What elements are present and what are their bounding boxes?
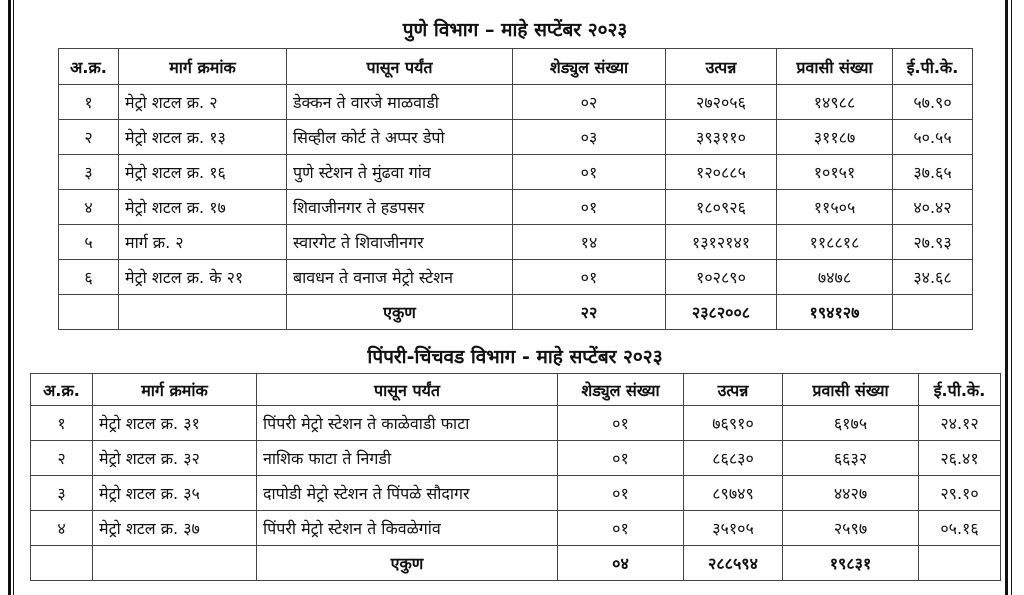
cell-from-to: सिव्हील कोर्ट ते अप्पर डेपो — [287, 120, 513, 155]
cell-income: १२०८८५ — [666, 155, 777, 190]
table-row — [31, 441, 1001, 476]
cell-income: ३९३११० — [666, 120, 777, 155]
cell-epk: २९.१० — [919, 476, 1001, 511]
cell-epk: ५०.५५ — [893, 120, 973, 155]
cell-income: २७२०५६ — [666, 85, 777, 120]
empty-cell — [59, 295, 119, 330]
cell-route-no: मेट्रो शटल क्र. २ — [119, 85, 287, 120]
header-from-to: पासून पर्यंत — [257, 374, 558, 406]
pcmc-title: पिंपरी-चिंचवड विभाग - माहे सप्टेंबर २०२३ — [367, 346, 663, 368]
cell-from-to: पिंपरी मेट्रो स्टेशन ते काळेवाडी फाटा — [257, 406, 558, 441]
total-passengers: १९४१२७ — [777, 295, 893, 330]
cell-passengers: ४४२७ — [783, 476, 919, 511]
total-label: एकुण — [257, 546, 558, 581]
cell-route-no: मेट्रो शटल क्र. के २१ — [119, 260, 287, 295]
table-row — [59, 225, 973, 260]
header-serial: अ.क्र. — [31, 374, 93, 406]
cell-epk: २७.९३ — [893, 225, 973, 260]
cell-serial: ४ — [59, 190, 119, 225]
table-row — [31, 511, 1001, 546]
table-row — [59, 190, 973, 225]
cell-from-to: पुणे स्टेशन ते मुंढवा गांव — [287, 155, 513, 190]
empty-cell — [31, 546, 93, 581]
cell-route-no: मेट्रो शटल क्र. १३ — [119, 120, 287, 155]
cell-route-no: मेट्रो शटल क्र. ३१ — [93, 406, 257, 441]
cell-schedules: ०१ — [513, 260, 666, 295]
cell-schedules: ०१ — [558, 511, 684, 546]
header-income: उत्पन्न — [666, 49, 777, 85]
cell-schedules: ०१ — [558, 406, 684, 441]
header-schedules: शेड्युल संख्या — [558, 374, 684, 406]
cell-income: ३५१०५ — [684, 511, 783, 546]
table-row — [31, 406, 1001, 441]
header-serial: अ.क्र. — [59, 49, 119, 85]
cell-from-to: स्वारगेट ते शिवाजीनगर — [287, 225, 513, 260]
header-route-no: मार्ग क्रमांक — [93, 374, 257, 406]
header-epk: ई.पी.के. — [893, 49, 973, 85]
header-passengers: प्रवासी संख्या — [777, 49, 893, 85]
table-row — [59, 155, 973, 190]
header-epk: ई.पी.के. — [919, 374, 1001, 406]
cell-serial: ३ — [31, 476, 93, 511]
cell-income: ८६८३० — [684, 441, 783, 476]
table-header-row — [59, 49, 973, 85]
cell-passengers: २५९७ — [783, 511, 919, 546]
page-border-left — [8, 0, 11, 595]
table-row — [59, 260, 973, 295]
cell-serial: ४ — [31, 511, 93, 546]
total-row — [31, 546, 1001, 581]
table-row — [59, 120, 973, 155]
cell-epk: ३४.६८ — [893, 260, 973, 295]
cell-epk: २६.४१ — [919, 441, 1001, 476]
cell-serial: १ — [59, 85, 119, 120]
table-row — [59, 85, 973, 120]
cell-from-to: दापोडी मेट्रो स्टेशन ते पिंपळे सौदागर — [257, 476, 558, 511]
cell-schedules: ०१ — [558, 476, 684, 511]
cell-schedules: ०२ — [513, 85, 666, 120]
header-from-to: पासून पर्यंत — [287, 49, 513, 85]
empty-cell — [893, 295, 973, 330]
cell-from-to: नाशिक फाटा ते निगडी — [257, 441, 558, 476]
total-schedules: २२ — [513, 295, 666, 330]
empty-cell — [93, 546, 257, 581]
cell-schedules: ०१ — [513, 190, 666, 225]
cell-serial: ३ — [59, 155, 119, 190]
cell-passengers: १०१५१ — [777, 155, 893, 190]
cell-schedules: ०१ — [513, 155, 666, 190]
empty-cell — [119, 295, 287, 330]
cell-from-to: शिवाजीनगर ते हडपसर — [287, 190, 513, 225]
cell-epk: ५७.९० — [893, 85, 973, 120]
cell-from-to: डेक्कन ते वारजे माळवाडी — [287, 85, 513, 120]
empty-cell — [919, 546, 1001, 581]
cell-passengers: ११८८१८ — [777, 225, 893, 260]
cell-passengers: ७४७८ — [777, 260, 893, 295]
cell-passengers: १४९८८ — [777, 85, 893, 120]
total-row — [59, 295, 973, 330]
cell-route-no: मेट्रो शटल क्र. १७ — [119, 190, 287, 225]
cell-from-to: पिंपरी मेट्रो स्टेशन ते किवळेगांव — [257, 511, 558, 546]
total-schedules: ०४ — [558, 546, 684, 581]
header-schedules: शेड्युल संख्या — [513, 49, 666, 85]
cell-serial: ५ — [59, 225, 119, 260]
cell-schedules: ०१ — [558, 441, 684, 476]
pune-title: पुणे विभाग – माहे सप्टेंबर २०२३ — [402, 19, 628, 41]
total-income: २८८५९४ — [684, 546, 783, 581]
page-border-right-inner — [1011, 0, 1012, 595]
cell-serial: १ — [31, 406, 93, 441]
header-passengers: प्रवासी संख्या — [783, 374, 919, 406]
cell-income: ८९७४९ — [684, 476, 783, 511]
total-passengers: १९८३१ — [783, 546, 919, 581]
cell-serial: ६ — [59, 260, 119, 295]
cell-epk: ३७.६५ — [893, 155, 973, 190]
table-header-row — [31, 374, 1001, 406]
cell-epk: ०५.१६ — [919, 511, 1001, 546]
cell-passengers: ६१७५ — [783, 406, 919, 441]
cell-income: १०२८९० — [666, 260, 777, 295]
cell-route-no: मेट्रो शटल क्र. ३७ — [93, 511, 257, 546]
cell-income: ७६९१० — [684, 406, 783, 441]
pcmc-table — [30, 373, 1001, 581]
cell-serial: २ — [59, 120, 119, 155]
pune-table — [58, 48, 973, 330]
header-income: उत्पन्न — [684, 374, 783, 406]
cell-schedules: ०३ — [513, 120, 666, 155]
cell-passengers: ६६३२ — [783, 441, 919, 476]
cell-from-to: बावधन ते वनाज मेट्रो स्टेशन — [287, 260, 513, 295]
cell-route-no: मार्ग क्र. २ — [119, 225, 287, 260]
cell-passengers: ११५०५ — [777, 190, 893, 225]
cell-schedules: १४ — [513, 225, 666, 260]
page-border-right — [1005, 0, 1008, 595]
cell-income: १३१२१४१ — [666, 225, 777, 260]
table-row — [31, 476, 1001, 511]
total-income: २३८२००८ — [666, 295, 777, 330]
cell-epk: ४०.४२ — [893, 190, 973, 225]
cell-passengers: ३११८७ — [777, 120, 893, 155]
cell-route-no: मेट्रो शटल क्र. ३५ — [93, 476, 257, 511]
cell-epk: २४.१२ — [919, 406, 1001, 441]
cell-serial: २ — [31, 441, 93, 476]
total-label: एकुण — [287, 295, 513, 330]
cell-route-no: मेट्रो शटल क्र. १६ — [119, 155, 287, 190]
page-border-left-inner — [13, 0, 14, 595]
header-route-no: मार्ग क्रमांक — [119, 49, 287, 85]
cell-income: १८०९२६ — [666, 190, 777, 225]
cell-route-no: मेट्रो शटल क्र. ३२ — [93, 441, 257, 476]
